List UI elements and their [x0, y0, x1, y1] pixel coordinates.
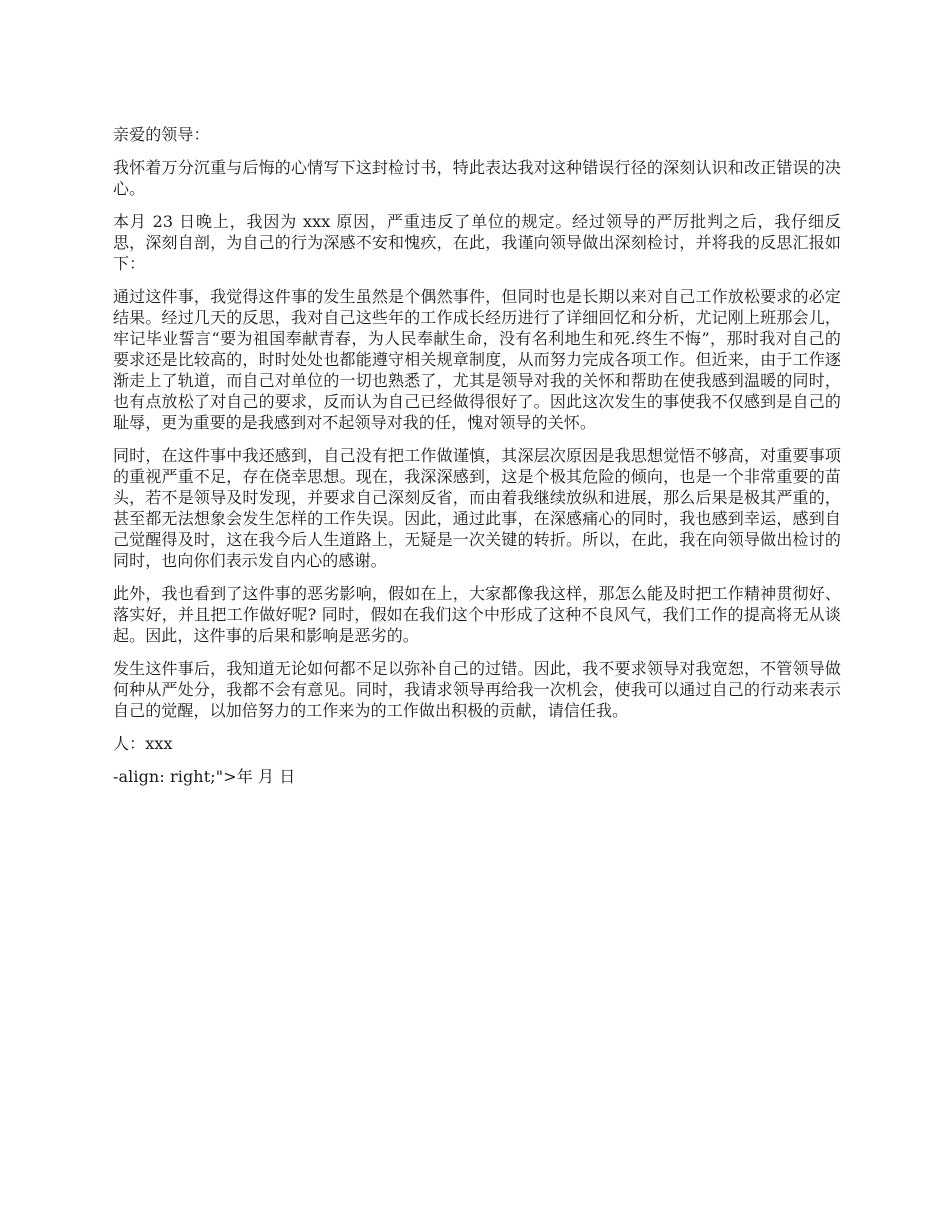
salutation: 亲爱的领导：	[113, 125, 210, 144]
paragraph-4: 同时，在这件事中我还感到，自己没有把工作做谨慎，其深层次原因是我思想觉悟不够高，对重要事项的重视严重不足，存在侥幸思想。现在，我深深感到，这是个极其危险的倾向，也是一个非常重要的苗头，若不是领导及时发现，并要求自己深刻反省，而由着我继续放纵和进展，那么后果是极其严重的，甚至都无法想象会发生怎样的工作失误。因此，通过此事，在深感痛心的同时，我也感到幸运，感到自己觉醒得及时，这在我今后人生道路上，无疑是一次关键的转折。所以，在此，我在向领导做出检讨的同时，也向你们表示发自内心的感谢。	[113, 446, 841, 570]
paragraph-6: 发生这件事后，我知道无论如何都不足以弥补自己的过错。因此，我不要求领导对我宽恕，不管领导做何种从严处分，我都不会有意见。同时，我请求领导再给我一次机会，使我可以通过自己的行动来表示自己的觉醒，以加倍努力的工作来为的工作做出积极的贡献，请信任我。	[113, 659, 841, 720]
paragraph-5: 此外，我也看到了这件事的恶劣影响，假如在上，大家都像我这样，那怎么能及时把工作精神贯彻好、落实好，并且把工作做好呢? 同时，假如在我们这个中形成了这种不良风气，我们工作的提高将无从谈起。因此，这件事的后果和影响是恶劣的。	[113, 584, 841, 645]
paragraph-1: 我怀着万分沉重与后悔的心情写下这封检讨书，特此表达我对这种错误行径的深刻认识和改正错误的决心。	[113, 158, 841, 198]
paragraph-3: 通过这件事，我觉得这件事的发生虽然是个偶然事件，但同时也是长期以来对自己工作放松要求的必定结果。经过几天的反思，我对自己这些年的工作成长经历进行了详细回忆和分析，尤记刚上班那会儿，牢记毕业誓言“要为祖国奉献青春，为人民奉献生命，没有名利地生和死.终生不悔”，那时我对自己的要求还是比较高的，时时处处也都能遵守相关规章制度，从而努力完成各项工作。但近来，由于工作逐渐走上了轨道，而自己对单位的一切也熟悉了，尤其是领导对我的关怀和帮助在使我感到温暖的同时，也有点放松了对自己的要求，反而认为自己已经做得很好了。因此这次发生的事使我不仅感到是自己的耻辱，更为重要的是我感到对不起领导对我的任，愧对领导的关怀。	[113, 287, 841, 432]
letter-document	[113, 124, 841, 799]
date-line: -align: right;">年 月 日	[113, 767, 296, 786]
signer-line: 人：xxx	[113, 734, 173, 753]
paragraph-2: 本月 23 日晚上，我因为 xxx 原因，严重违反了单位的规定。经过领导的严厉批判之后，我仔细反思，深刻自剖，为自己的行为深感不安和愧疚，在此，我谨向领导做出深刻检讨，并将我的反思汇报如下：	[113, 212, 841, 273]
